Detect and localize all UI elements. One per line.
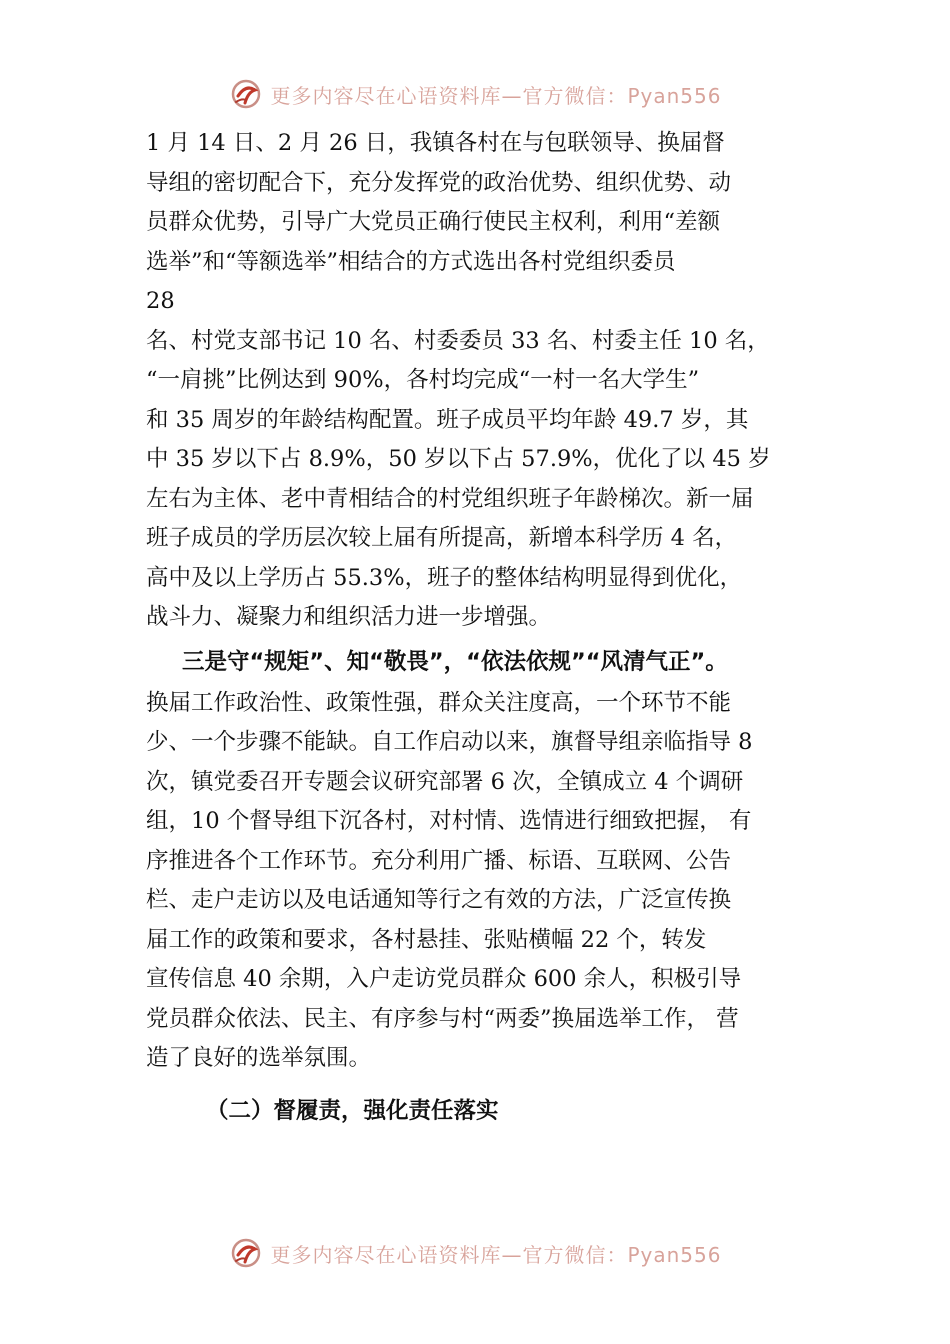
text-line: 选举”和“等额选举”相结合的方式选出各村党组织委员 — [146, 248, 676, 275]
text-line: 次，镇党委召开专题会议研究部署 6 次，全镇成立 4 个调研 — [146, 768, 744, 795]
text-line: 班子成员的学历层次较上届有所提高，新增本科学历 4 名， — [146, 525, 738, 551]
text-line: 党员群众依法、民主、有序参与村“两委”换届选举工作， 营 — [146, 1005, 739, 1032]
text-line: 28 — [146, 288, 175, 314]
text-line: 换届工作政治性、政策性强，群众关注度高，一个环节不能 — [146, 689, 732, 716]
text-line: 届工作的政策和要求，各村悬挂、张贴横幅 22 个，转发 — [146, 926, 707, 953]
text-line: 造了良好的选举氛围。 — [146, 1045, 372, 1071]
text-line: 导组的密切配合下，充分发挥党的政治优势、组织优势、动 — [146, 169, 732, 196]
text-line: 少、一个步骤不能缺。自工作启动以来，旗督导组亲临指导 8 — [146, 729, 753, 755]
text-line: 左右为主体、老中青相结合的村党组织班子年龄梯次。新一届 — [146, 485, 754, 512]
text-line: 中 35 岁以下占 8.9%，50 岁以下占 57.9%，优化了以 45 岁 — [146, 446, 771, 472]
text-line: 栏、走户走访以及电话通知等行之有效的方法，广泛宣传换 — [146, 887, 732, 913]
text-line: 组，10 个督导组下沉各村，对村情、选情进行细致把握， 有 — [146, 808, 752, 834]
text-line: 宣传信息 40 余期，入户走访党员群众 600 余人，积极引导 — [146, 966, 742, 992]
watermark-logo-icon — [228, 1235, 264, 1271]
text-line: 战斗力、凝聚力和组织活力进一步增强。 — [146, 604, 552, 630]
paragraph-1 — [146, 124, 816, 638]
text-line: 名、村党支部书记 10 名、村委委员 33 名、村委主任 10 名， — [146, 327, 770, 354]
text-line: 1 月 14 日、2 月 26 日，我镇各村在与包联领导、换届督 — [146, 130, 725, 156]
watermark-footer — [0, 1233, 950, 1273]
document-body — [146, 124, 816, 1133]
text-line: 员群众优势，引导广大党员正确行使民主权利，利用“差额 — [146, 209, 721, 235]
text-line: “一肩挑”比例达到 90%，各村均完成“一村一名大学生” — [146, 367, 700, 393]
section-heading-3: 三是守“规矩”、知“敬畏”，“依法依规”“风清气正”。 — [182, 648, 728, 675]
text-line: 高中及以上学历占 55.3%，班子的整体结构明显得到优化， — [146, 564, 743, 591]
paragraph-2 — [146, 684, 816, 1079]
watermark-logo-icon — [228, 76, 264, 112]
watermark-text: 更多内容尽在心语资料库—官方微信：Pyan556 — [270, 83, 722, 108]
text-line: 和 35 周岁的年龄结构配置。班子成员平均年龄 49.7 岁，其 — [146, 406, 749, 433]
text-line: 序推进各个工作环节。充分利用广播、标语、互联网、公告 — [146, 847, 732, 874]
watermark-text: 更多内容尽在心语资料库—官方微信：Pyan556 — [270, 1242, 722, 1267]
section-heading-2: （二）督履责，强化责任落实 — [206, 1097, 499, 1124]
watermark-header — [0, 74, 950, 114]
